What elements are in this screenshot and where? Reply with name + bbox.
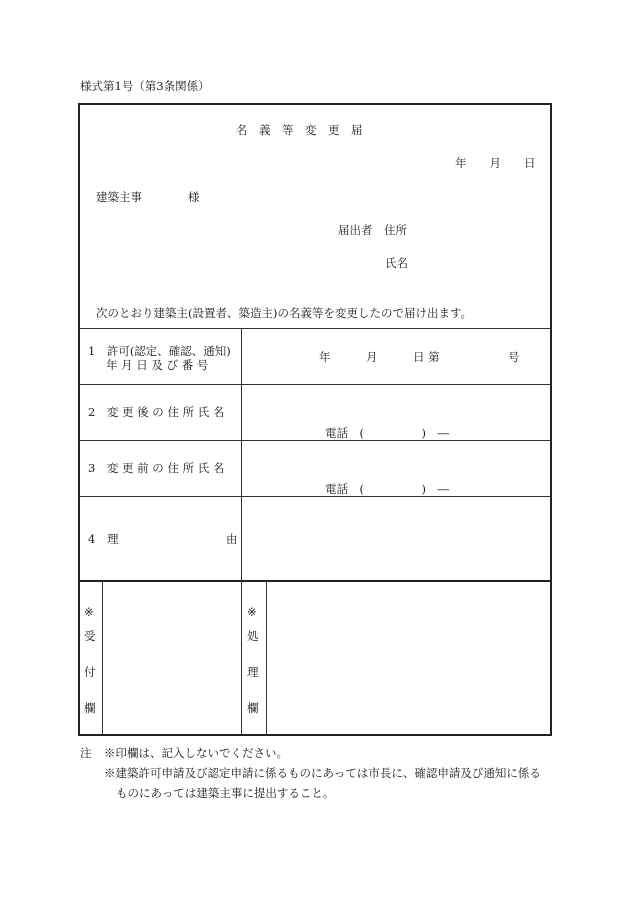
note-line-2: ※建築許可申請及び認定申請に係るものにあっては市長に、確認申請及び通知に係る — [104, 766, 541, 780]
row1-label-sub: 年 月 日 及 び 番 号 — [106, 358, 209, 372]
old-address-name-field[interactable] — [242, 441, 551, 496]
applicant-name-label: 氏名 — [385, 256, 408, 270]
row1-number: 号 — [508, 350, 520, 364]
note-line-3: ものにあっては建築主事に提出すること。 — [116, 786, 335, 800]
new-address-name-field[interactable] — [242, 385, 551, 440]
note-line-1: ※印欄は、記入しないでください。 — [104, 746, 288, 760]
row2-label: 2 変 更 後 の 住 所 氏 名 — [88, 405, 225, 419]
row4-label-end: 由 — [226, 532, 238, 546]
stamp-left-char: ※ — [84, 605, 94, 619]
date-field[interactable]: 年 月 日 — [455, 156, 536, 170]
reason-field[interactable] — [242, 497, 551, 580]
form-number-label: 様式第1号（第3条関係） — [80, 79, 210, 93]
row1-year: 年 — [319, 350, 331, 364]
note-prefix: 注 — [80, 746, 92, 760]
row3-label: 3 変 更 前 の 住 所 氏 名 — [88, 461, 225, 475]
stamp-right-char: 欄 — [247, 701, 259, 715]
stamp-left-char: 付 — [84, 665, 96, 679]
stamp-left-char: 受 — [84, 629, 96, 643]
processing-box — [267, 581, 551, 735]
applicant-address-label: 届出者 住所 — [338, 223, 407, 237]
row3-phone: 電話 ( ) ― — [325, 482, 449, 496]
row2-phone: 電話 ( ) ― — [325, 426, 449, 440]
stamp-right-char: ※ — [247, 605, 257, 619]
stamp-divider — [241, 581, 242, 735]
row4-number: 4 — [88, 532, 96, 546]
permit-date-number-field[interactable] — [242, 329, 551, 384]
reception-box — [103, 581, 241, 735]
form-title: 名 義 等 変 更 届 — [236, 123, 363, 137]
stamp-left-char: 欄 — [84, 701, 96, 715]
stamp-right-char: 処 — [247, 629, 259, 643]
statement-text: 次のとおり建築主(設置者、築造主)の名義等を変更したので届け出ます。 — [96, 306, 473, 320]
row1-day: 日 第 — [413, 350, 440, 364]
row1-label: 1 許可(認定、確認、通知) — [88, 344, 231, 358]
stamp-right-char: 理 — [247, 665, 259, 679]
addressee-label: 建築主事 様 — [96, 190, 200, 204]
row4-label: 理 — [107, 532, 119, 546]
row1-month: 月 — [366, 350, 378, 364]
